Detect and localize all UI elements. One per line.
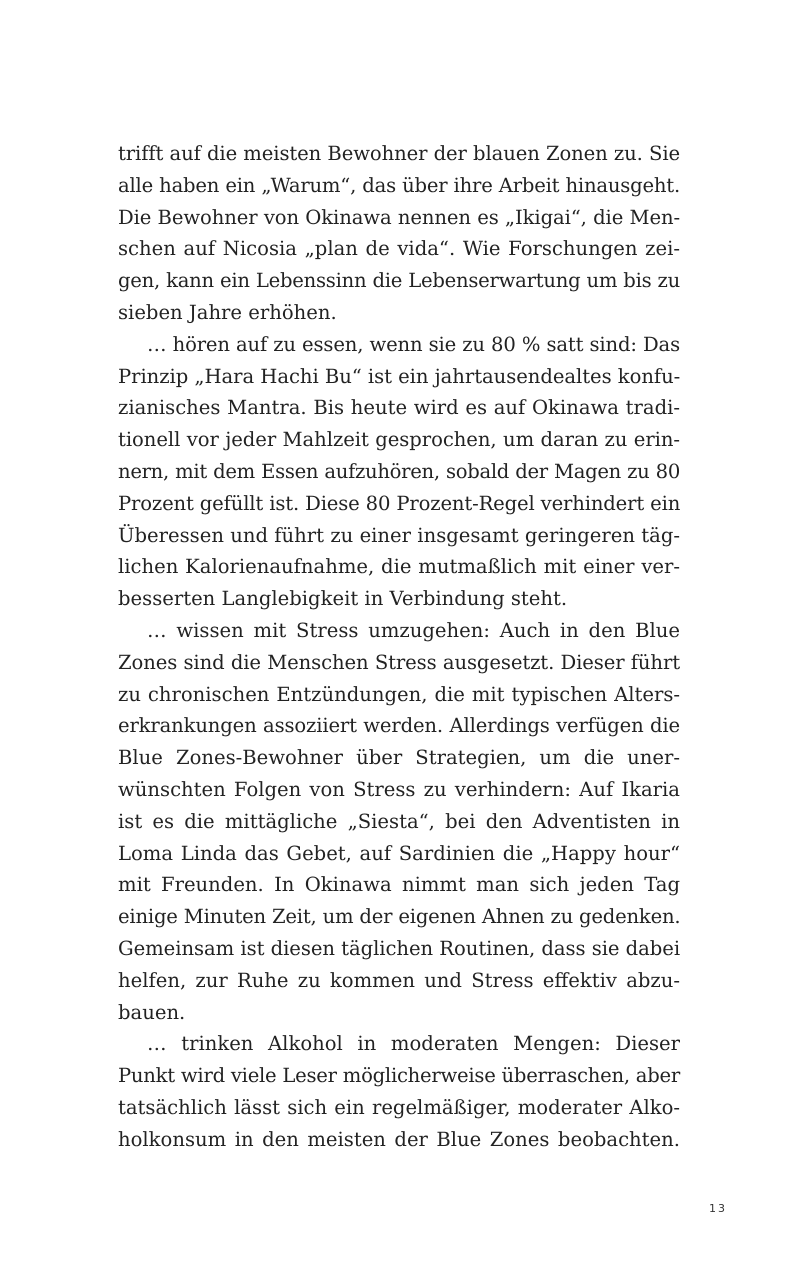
text-line: Überessen und führt zu einer insgesamt geringeren täg- (118, 523, 680, 547)
text-line: Gemeinsam ist diesen täglichen Routinen, dass sie dabei (118, 936, 681, 960)
paragraph-stress (118, 615, 680, 1028)
text-line: Prozent gefüllt ist. Diese 80 Prozent-Regel verhindert ein (118, 491, 681, 515)
text-line: gen, kann ein Lebenssinn die Lebenserwartung um bis zu (118, 269, 680, 293)
paragraph-alcohol (118, 1028, 680, 1155)
text-line: bauen. (118, 1000, 186, 1024)
text-line: schen auf Nicosia „plan de vida“. Wie Forschungen zei- (118, 237, 680, 261)
text-line: helfen, zur Ruhe zu kommen und Stress effektiv abzu- (118, 968, 680, 992)
text-line: tatsächlich lässt sich ein regelmäßiger, moderater Alko- (118, 1095, 680, 1119)
text-line: Loma Linda das Gebet, auf Sardinien die „Happy hour“ (118, 841, 680, 865)
text-line: ist es die mittägliche „Siesta“, bei den Adventisten in (118, 809, 680, 833)
text-line: … trinken Alkohol in moderaten Mengen: Dieser (147, 1032, 680, 1056)
page-number: 13 (709, 1202, 727, 1215)
text-line: tionell vor jeder Mahlzeit gesprochen, um daran zu erin- (118, 428, 680, 452)
text-line: einige Minuten Zeit, um der eigenen Ahnen zu gedenken. (118, 905, 681, 929)
text-line: wünschten Folgen von Stress zu verhindern: Auf Ikaria (118, 777, 680, 801)
text-line: trifft auf die meisten Bewohner der blauen Zonen zu. Sie (118, 142, 680, 165)
text-line: Punkt wird viele Leser möglicherweise überraschen, aber (118, 1064, 680, 1088)
paragraph-purpose (118, 138, 680, 329)
text-line: sieben Jahre erhöhen. (118, 300, 337, 324)
text-line: erkrankungen assoziiert werden. Allerdings verfügen die (118, 714, 680, 738)
text-line: Blue Zones-Bewohner über Strategien, um die uner- (118, 746, 680, 770)
text-line: holkonsum in den meisten der Blue Zones beobachten. (118, 1127, 680, 1151)
text-line: Zones sind die Menschen Stress ausgesetzt. Dieser führt (118, 650, 680, 674)
paragraph-hara-hachi-bu (118, 329, 680, 615)
text-line: nern, mit dem Essen aufzuhören, sobald der Magen zu 80 (118, 459, 680, 483)
book-page-body (118, 138, 680, 1156)
text-line: … wissen mit Stress umzugehen: Auch in den Blue (147, 618, 680, 642)
text-line: alle haben ein „Warum“, das über ihre Arbeit hinausgeht. (118, 173, 680, 197)
text-line: … hören auf zu essen, wenn sie zu 80 % satt sind: Das (147, 332, 680, 356)
text-line: Die Bewohner von Okinawa nennen es „Ikigai“, die Men- (118, 205, 680, 229)
text-line: Prinzip „Hara Hachi Bu“ ist ein jahrtausendealtes konfu- (118, 364, 681, 388)
text-line: besserten Langlebigkeit in Verbindung steht. (118, 587, 568, 611)
text-line: lichen Kalorienaufnahme, die mutmaßlich mit einer ver- (118, 555, 680, 579)
text-line: zianisches Mantra. Bis heute wird es auf Okinawa tradi- (118, 396, 680, 420)
text-line: mit Freunden. In Okinawa nimmt man sich jeden Tag (118, 873, 680, 897)
text-line: zu chronischen Entzündungen, die mit typischen Alters- (118, 682, 680, 706)
